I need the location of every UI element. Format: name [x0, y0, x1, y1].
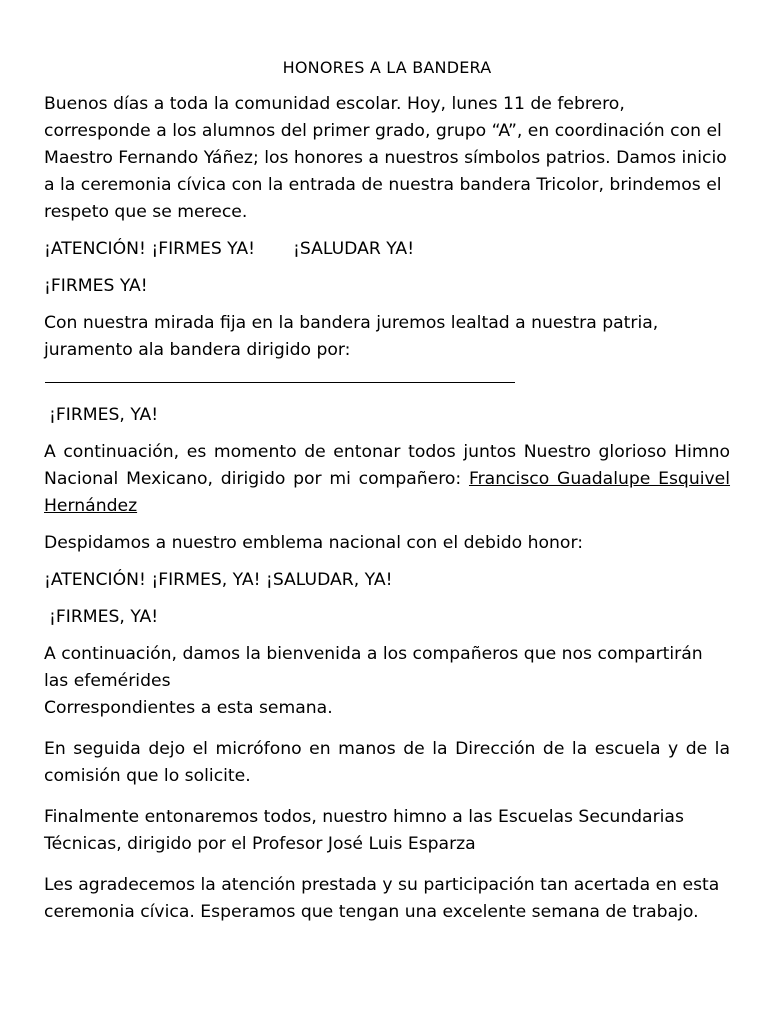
document-title: HONORES A LA BANDERA	[282, 58, 492, 77]
efemerides-paragraph	[44, 641, 730, 722]
command-atencion-firmes: ¡ATENCIÓN! ¡FIRMES YA!	[44, 239, 255, 259]
oath-director-blank	[45, 364, 515, 383]
command-saludar: ¡SALUDAR YA!	[293, 239, 415, 259]
anthem-text: A continuación, es momento de entonar todos juntos Nuestro glorioso Himno Nacional Mexicano, dirigido por mi compañero:	[44, 442, 730, 489]
command-line-2: ¡FIRMES YA!	[44, 276, 148, 296]
final-hymn-paragraph: Finalmente entonaremos todos, nuestro himno a las Escuelas Secundarias Técnicas, dirigido por el Profesor José Luis Esparza	[44, 807, 684, 854]
efemerides-line-1: A continuación, damos la bienvenida a los compañeros que nos compartirán las efemérides	[44, 644, 703, 691]
direction-paragraph: En seguida dejo el micrófono en manos de la Dirección de la escuela y de la comisión que lo solicite.	[44, 739, 730, 786]
farewell-paragraph: Despidamos a nuestro emblema nacional con el debido honor:	[44, 533, 583, 553]
efemerides-line-2: Correspondientes a esta semana.	[44, 698, 333, 718]
command-line-3: ¡FIRMES, YA!	[49, 405, 159, 425]
anthem-paragraph	[44, 439, 730, 520]
oath-paragraph	[44, 310, 730, 392]
anthem-director-name: Francisco Guadalupe Esquivel Hernández	[44, 469, 731, 516]
closing-paragraph: Les agradecemos la atención prestada y su participación tan acertada en esta ceremonia cívica. Esperamos que tengan una excelente semana de trabajo.	[44, 875, 720, 922]
command-line-4: ¡ATENCIÓN! ¡FIRMES, YA! ¡SALUDAR, YA!	[44, 570, 393, 590]
command-line-1	[44, 236, 730, 263]
intro-paragraph: Buenos días a toda la comunidad escolar. Hoy, lunes 11 de febrero, corresponde a los alumnos del primer grado, grupo “A”, en coordinación con el Maestro Fernando Yáñez; los honores a nuestros símbolos patrios. Damos inicio a la ceremonia cívica con la entrada de nuestra bandera Tricolor, brindemos el respeto que se merece.	[44, 94, 727, 222]
command-line-5: ¡FIRMES, YA!	[49, 607, 159, 627]
oath-text: Con nuestra mirada fija en la bandera juremos lealtad a nuestra patria, juramento ala bandera dirigido por:	[44, 313, 659, 360]
document-page	[44, 56, 730, 936]
